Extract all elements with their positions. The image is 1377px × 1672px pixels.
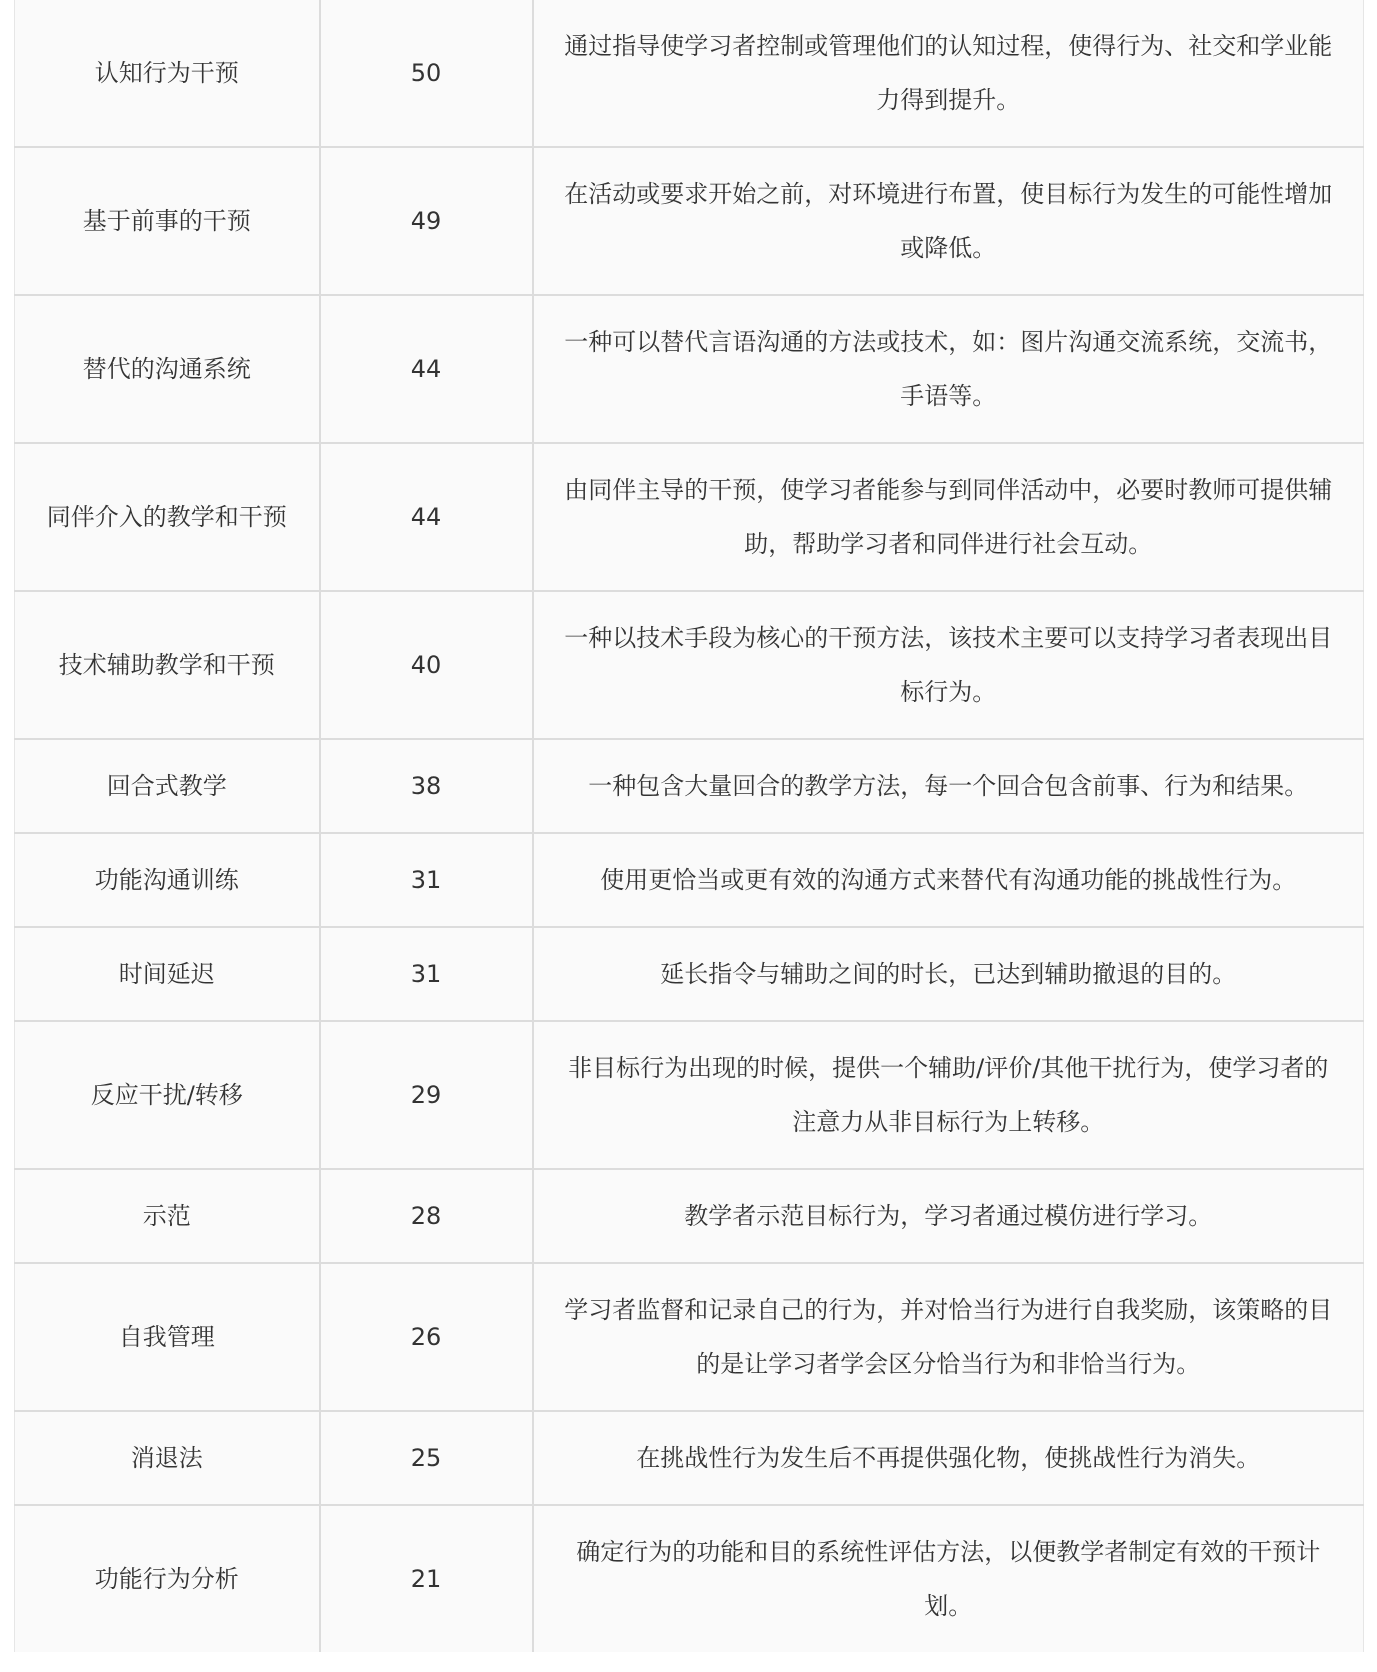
method-name-cell: 示范	[15, 1169, 320, 1263]
description-cell: 一种以技术手段为核心的干预方法，该技术主要可以支持学习者表现出目标行为。	[533, 591, 1364, 739]
study-count-cell: 44	[320, 443, 533, 591]
method-name-cell: 认知行为干预	[15, 0, 320, 147]
method-name-cell: 消退法	[15, 1411, 320, 1505]
study-count-cell: 31	[320, 927, 533, 1021]
table-row	[15, 1169, 1364, 1263]
study-count-cell: 38	[320, 739, 533, 833]
method-name-cell: 时间延迟	[15, 927, 320, 1021]
study-count-cell: 44	[320, 295, 533, 443]
description-cell: 确定行为的功能和目的系统性评估方法，以便教学者制定有效的干预计划。	[533, 1505, 1364, 1652]
study-count-cell: 21	[320, 1505, 533, 1652]
table-row	[15, 739, 1364, 833]
description-cell: 通过指导使学习者控制或管理他们的认知过程，使得行为、社交和学业能力得到提升。	[533, 0, 1364, 147]
description-cell: 教学者示范目标行为，学习者通过模仿进行学习。	[533, 1169, 1364, 1263]
table-row	[15, 0, 1364, 147]
study-count-cell: 31	[320, 833, 533, 927]
method-name-cell: 技术辅助教学和干预	[15, 591, 320, 739]
table-row	[15, 295, 1364, 443]
intervention-table	[14, 0, 1364, 1652]
method-name-cell: 替代的沟通系统	[15, 295, 320, 443]
study-count-cell: 40	[320, 591, 533, 739]
description-cell: 在活动或要求开始之前，对环境进行布置，使目标行为发生的可能性增加或降低。	[533, 147, 1364, 295]
table-row	[15, 833, 1364, 927]
method-name-cell: 自我管理	[15, 1263, 320, 1411]
method-name-cell: 回合式教学	[15, 739, 320, 833]
description-cell: 使用更恰当或更有效的沟通方式来替代有沟通功能的挑战性行为。	[533, 833, 1364, 927]
method-name-cell: 功能行为分析	[15, 1505, 320, 1652]
method-name-cell: 反应干扰/转移	[15, 1021, 320, 1169]
table-row	[15, 443, 1364, 591]
method-name-cell: 功能沟通训练	[15, 833, 320, 927]
table-row	[15, 1021, 1364, 1169]
table-row	[15, 1411, 1364, 1505]
study-count-cell: 26	[320, 1263, 533, 1411]
table-row	[15, 591, 1364, 739]
table-row	[15, 1505, 1364, 1652]
description-cell: 由同伴主导的干预，使学习者能参与到同伴活动中，必要时教师可提供辅助，帮助学习者和同伴进行社会互动。	[533, 443, 1364, 591]
description-cell: 在挑战性行为发生后不再提供强化物，使挑战性行为消失。	[533, 1411, 1364, 1505]
table-row	[15, 1263, 1364, 1411]
study-count-cell: 49	[320, 147, 533, 295]
description-cell: 学习者监督和记录自己的行为，并对恰当行为进行自我奖励，该策略的目的是让学习者学会区分恰当行为和非恰当行为。	[533, 1263, 1364, 1411]
study-count-cell: 28	[320, 1169, 533, 1263]
table-row	[15, 147, 1364, 295]
study-count-cell: 29	[320, 1021, 533, 1169]
description-cell: 一种包含大量回合的教学方法，每一个回合包含前事、行为和结果。	[533, 739, 1364, 833]
study-count-cell: 50	[320, 0, 533, 147]
description-cell: 非目标行为出现的时候，提供一个辅助/评价/其他干扰行为，使学习者的注意力从非目标行为上转移。	[533, 1021, 1364, 1169]
table-row	[15, 927, 1364, 1021]
study-count-cell: 25	[320, 1411, 533, 1505]
method-name-cell: 基于前事的干预	[15, 147, 320, 295]
description-cell: 一种可以替代言语沟通的方法或技术，如：图片沟通交流系统，交流书，手语等。	[533, 295, 1364, 443]
method-name-cell: 同伴介入的教学和干预	[15, 443, 320, 591]
description-cell: 延长指令与辅助之间的时长，已达到辅助撤退的目的。	[533, 927, 1364, 1021]
intervention-table-container	[14, 0, 1363, 1652]
